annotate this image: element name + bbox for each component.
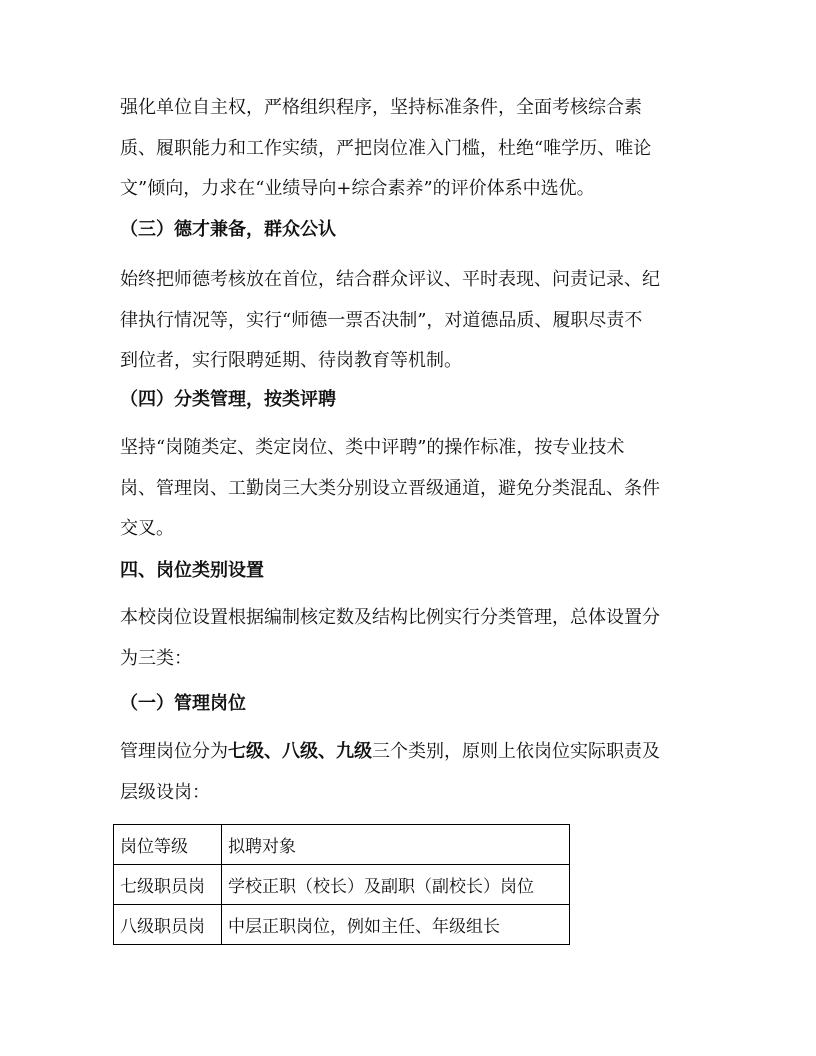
paragraph-operation-standard xyxy=(120,428,690,550)
text-line: 层级设岗： xyxy=(120,781,210,803)
table-header-cell: 拟聘对象 xyxy=(222,825,570,865)
table-cell: 七级职员岗 xyxy=(114,865,222,905)
paragraph-selection-principles xyxy=(120,88,690,210)
text-line: 为三类： xyxy=(120,647,192,669)
text-line: 坚持“岗随类定、类定岗位、类中评聘”的操作标准，按专业技术 xyxy=(120,437,625,458)
paragraph-management-levels xyxy=(120,732,690,813)
text-line xyxy=(120,732,690,773)
text-line: 强化单位自主权，严格组织程序，坚持标准条件，全面考核综合素 xyxy=(120,97,642,118)
paragraph-teacher-ethics xyxy=(120,260,690,382)
table-header-cell: 岗位等级 xyxy=(114,825,222,865)
heading-virtue-and-talent: （三）德才兼备，群众公认 xyxy=(120,219,336,240)
table-cell: 中层正职岗位，例如主任、年级组长 xyxy=(222,905,570,945)
table-row xyxy=(114,905,570,945)
text-line: 交叉。 xyxy=(120,518,174,539)
text-line: 质、履职能力和工作实绩，严把岗位准入门槛，杜绝“唯学历、唯论 xyxy=(120,137,652,159)
text-line: 律执行情况等，实行“师德一票否决制”，对道德品质、履职尽责不 xyxy=(120,309,643,331)
table-cell: 学校正职（校长）及副职（副校长）岗位 xyxy=(222,865,570,905)
bold-levels: 七级、八级、九级 xyxy=(228,741,372,762)
text-line: 始终把师德考核放在首位，结合群众评议、平时表现、问责记录、纪 xyxy=(120,269,660,290)
text-line: 岗、管理岗、工勤岗三大类分别设立晋级通道，避免分类混乱、条件 xyxy=(120,477,660,499)
text-line: 本校岗位设置根据编制核定数及结构比例实行分类管理，总体设置分 xyxy=(120,607,660,628)
table-header-row xyxy=(114,825,570,865)
text-fragment: 三个类别，原则上依岗位实际职责及 xyxy=(372,741,660,762)
text-line: 到位者，实行限聘延期、待岗教育等机制。 xyxy=(120,350,462,371)
text-line: 文”倾向，力求在“业绩导向+综合素养”的评价体系中选优。 xyxy=(120,178,595,199)
heading-classified-management: （四）分类管理，按类评聘 xyxy=(120,389,336,410)
table-row xyxy=(114,865,570,905)
text-fragment: 管理岗位分为 xyxy=(120,741,228,762)
heading-management-posts: （一）管理岗位 xyxy=(120,693,246,714)
section-heading-post-categories: 四、岗位类别设置 xyxy=(120,560,264,581)
paragraph-post-setup xyxy=(120,598,690,679)
post-level-table xyxy=(113,824,570,945)
table-cell: 八级职员岗 xyxy=(114,905,222,945)
